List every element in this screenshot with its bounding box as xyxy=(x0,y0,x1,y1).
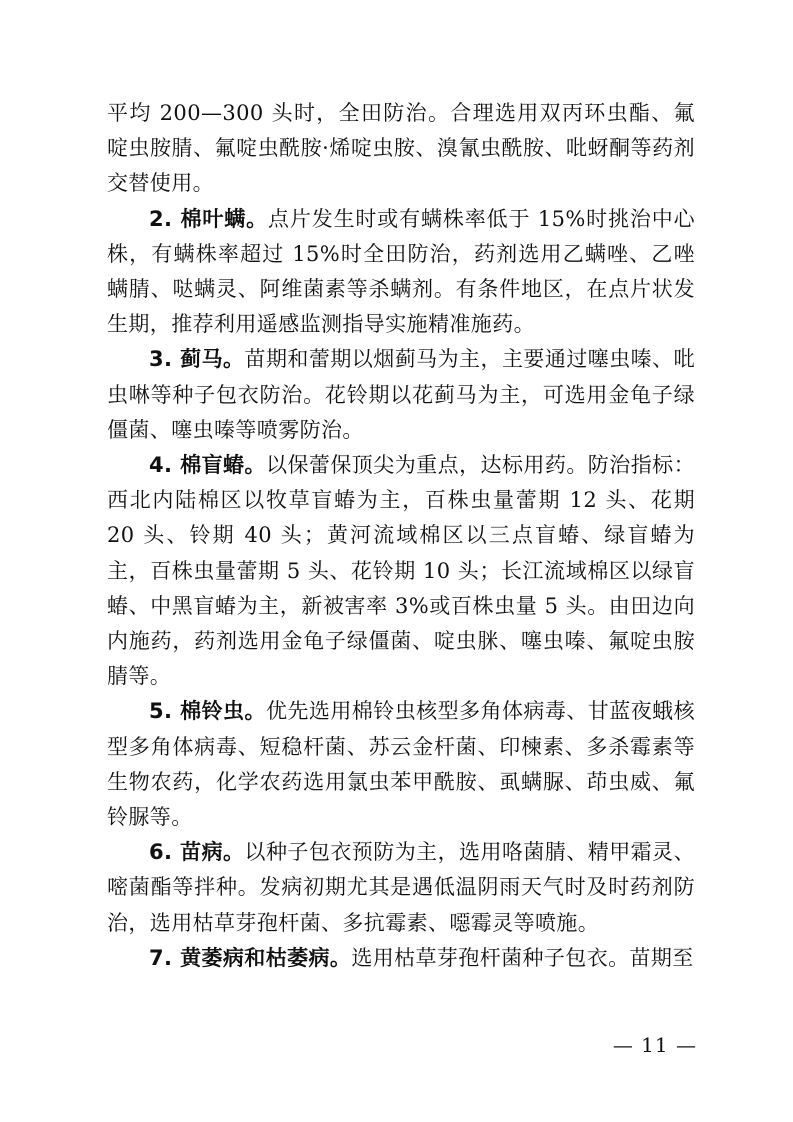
section-heading: 6. 苗病。 xyxy=(149,840,245,865)
paragraph-thrips xyxy=(107,342,695,448)
document-body xyxy=(107,96,695,976)
paragraph-text: 苗期和蕾期以烟蓟马为主，主要通过噻虫嗪、吡虫啉等种子包衣防治。花铃期以花蓟马为主，可选用金龟子绿僵菌、噻虫嗪等喷雾防治。 xyxy=(107,347,695,442)
paragraph-text: 以种子包衣预防为主，选用咯菌腈、精甲霜灵、嘧菌酯等拌种。发病初期尤其是遇低温阴雨天气时及时药剂防治，选用枯草芽孢杆菌、多抗霉素、噁霉灵等喷施。 xyxy=(107,840,695,935)
page-number: — 11 — xyxy=(612,1033,697,1057)
paragraph-bollworm xyxy=(107,694,695,835)
section-heading: 3. 蓟马。 xyxy=(149,347,245,372)
paragraph-wilt-disease xyxy=(107,941,695,976)
paragraph-aphid-continued xyxy=(107,96,695,202)
section-heading: 2. 棉叶螨。 xyxy=(149,206,268,231)
paragraph-plant-bug xyxy=(107,448,695,694)
paragraph-seedling-disease xyxy=(107,835,695,941)
section-heading: 4. 棉盲蝽。 xyxy=(149,453,266,478)
paragraph-text: 平均 200—300 头时，全田防治。合理选用双丙环虫酯、氟啶虫胺腈、氟啶虫酰胺·烯啶虫胺、溴氰虫酰胺、吡蚜酮等药剂交替使用。 xyxy=(107,101,695,196)
paragraph-text: 选用枯草芽孢杆菌种子包衣。苗期至 xyxy=(351,945,694,970)
section-heading: 7. 黄萎病和枯萎病。 xyxy=(149,945,352,970)
section-heading: 5. 棉铃虫。 xyxy=(149,699,266,724)
paragraph-spider-mite xyxy=(107,202,695,343)
paragraph-text: 以保蕾保顶尖为重点，达标用药。防治指标：西北内陆棉区以牧草盲蝽为主，百株虫量蕾期 12 头、花期 20 头、铃期 40 头；黄河流域棉区以三点盲蝽、绿盲蝽为主，百株虫量蕾期 5 头、花铃期 10 头；长江流域棉区以绿盲蝽、中黑盲蝽为主，新被害率 3%或百株虫量 5 头。由田边向内施药，药剂选用金龟子绿僵菌、啶虫脒、噻虫嗪、氟啶虫胺腈等。 xyxy=(107,453,696,689)
paragraph-text: 点片发生时或有螨株率低于 15%时挑治中心株，有螨株率超过 15%时全田防治，药剂选用乙螨唑、乙唑螨腈、哒螨灵、阿维菌素等杀螨剂。有条件地区，在点片状发生期，推荐利用遥感监测指导实施精准施药。 xyxy=(107,206,696,337)
paragraph-text: 优先选用棉铃虫核型多角体病毒、甘蓝夜蛾核型多角体病毒、短稳杆菌、苏云金杆菌、印楝素、多杀霉素等生物农药，化学农药选用氯虫苯甲酰胺、虱螨脲、茚虫威、氟铃脲等。 xyxy=(107,699,696,830)
